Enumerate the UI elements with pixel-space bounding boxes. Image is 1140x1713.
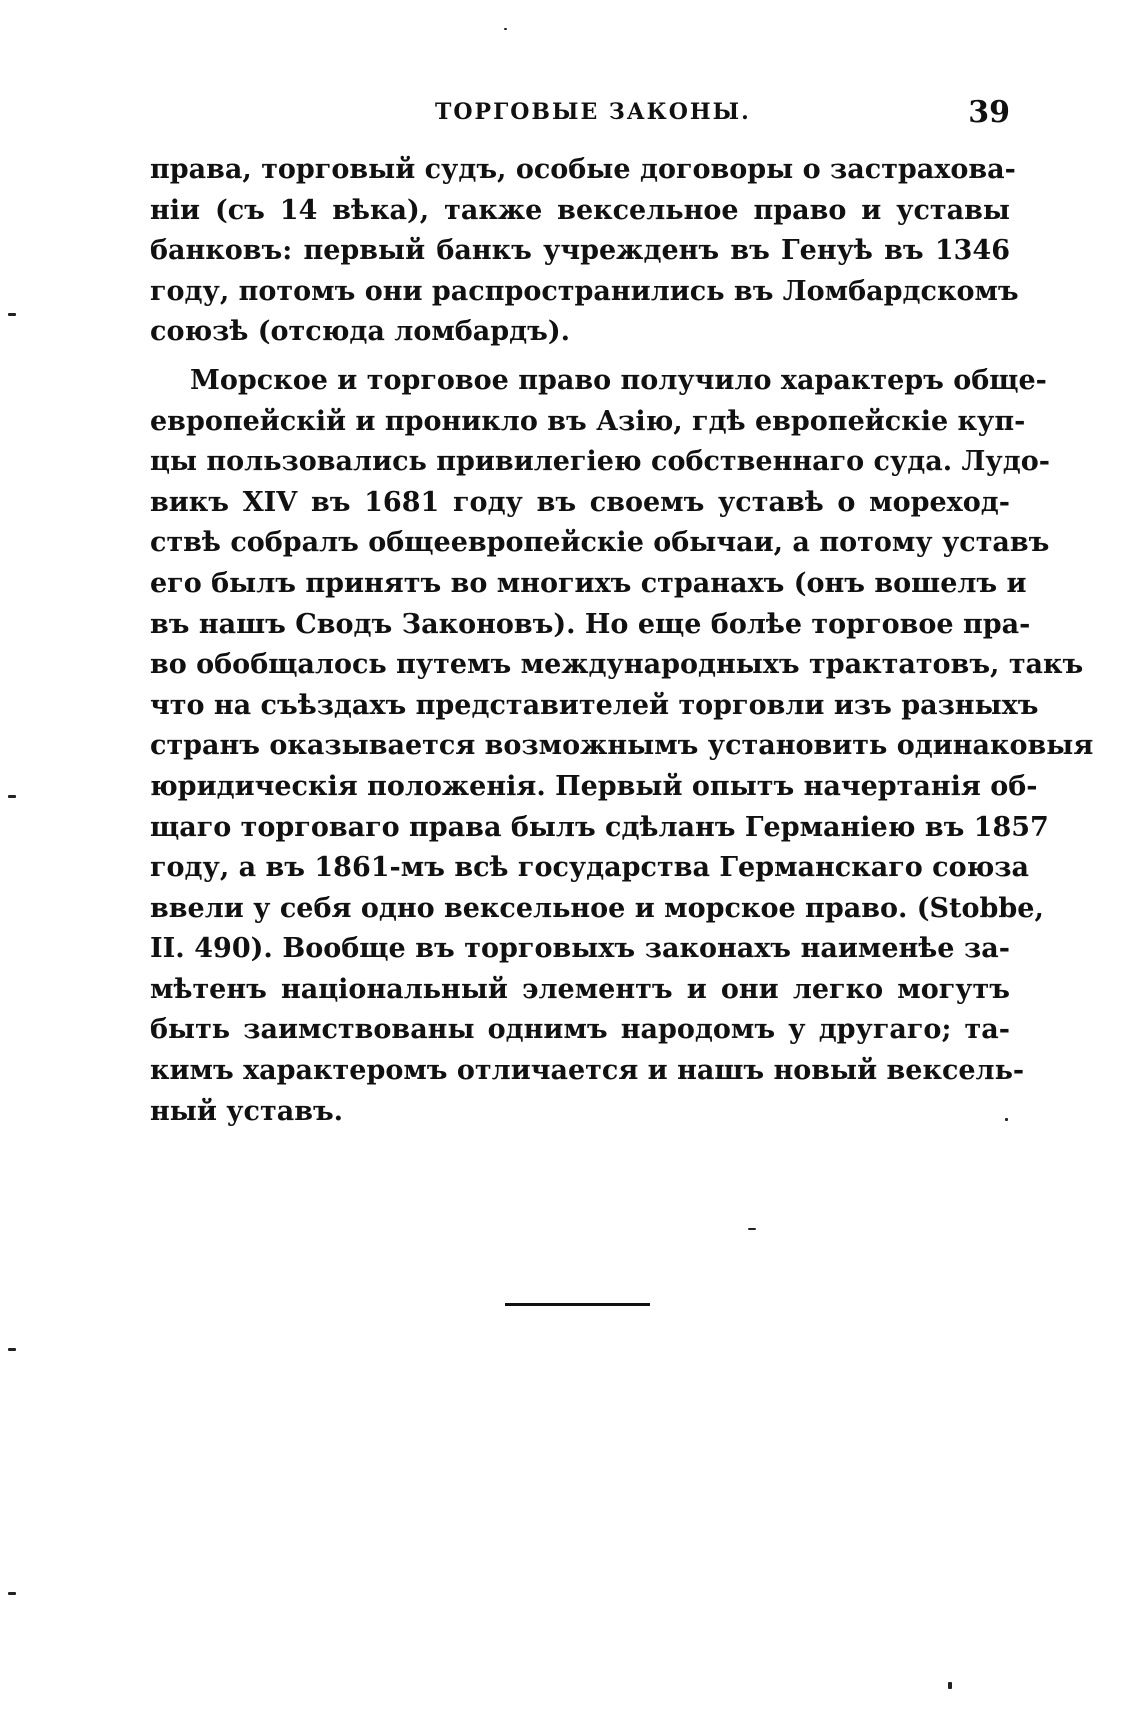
text-line: во обобщалось путемъ международныхъ трактатовъ, такъ	[150, 649, 1084, 681]
paragraph-gap	[150, 353, 1010, 361]
running-title: ТОРГОВЫЕ ЗАКОНЫ.	[435, 99, 751, 125]
scan-speck	[1005, 1118, 1008, 1121]
text-line: что на съѣздахъ представителей торговли изъ разныхъ	[150, 689, 1039, 721]
text-line: странъ оказывается возможнымъ установить одинаковыя	[150, 730, 1094, 762]
text-line: щаго торговаго права былъ сдѣланъ Германiею въ 1857	[150, 811, 1049, 843]
text-line: ствѣ собралъ общеевропейскiе обычаи, а потому уставъ	[150, 527, 1050, 559]
scan-speck	[8, 313, 16, 316]
scan-speck	[8, 1348, 16, 1351]
text-line: году, а въ 1861-мъ всѣ государства Германскаго союза	[150, 852, 1030, 884]
text-line: ный уставъ.	[150, 1095, 344, 1127]
scan-speck	[948, 1682, 952, 1689]
paragraph-2	[150, 361, 1094, 1132]
scan-speck	[504, 28, 507, 30]
text-line: году, потомъ они распространились въ Ломбардскомъ	[150, 275, 1019, 307]
text-line: цы пользовались привилегiею собственнаго суда. Лудо-	[150, 446, 1050, 478]
text-line: кимъ характеромъ отличается и нашъ новый вексель-	[150, 1055, 1025, 1087]
section-end-rule	[505, 1303, 650, 1306]
text-line: быть заимствованы однимъ народомъ у другаго; та-	[150, 1014, 1010, 1046]
text-line: II. 490). Вообще въ торговыхъ законахъ наименѣе за-	[150, 933, 1010, 965]
body-text	[150, 150, 1094, 1132]
scan-speck	[8, 795, 16, 798]
text-line: мѣтенъ нацiональный элементъ и они легко могутъ	[150, 973, 1010, 1005]
text-line: Морское и торговое право получило характеръ обще-	[190, 364, 1047, 396]
scan-speck	[748, 1228, 756, 1230]
text-line: права, торговый судъ, особые договоры о застрахова-	[150, 154, 1016, 185]
text-line: викъ XIV въ 1681 году въ своемъ уставѣ о мореход-	[150, 486, 1010, 518]
text-line: его былъ принятъ во многихъ странахъ (онъ вошелъ и	[150, 567, 1027, 599]
text-line: ввели у себя одно вексельное и морское право. (Stobbe,	[150, 892, 1044, 924]
text-line: банковъ: первый банкъ учрежденъ въ Генуѣ въ 1346	[150, 235, 1010, 267]
paragraph-1	[150, 150, 1019, 353]
page-number: 39	[968, 95, 1010, 130]
text-line: европейскiй и проникло въ Азiю, гдѣ европейскiе куп-	[150, 405, 1026, 437]
running-header	[150, 95, 1010, 135]
text-line: въ нашъ Сводъ Законовъ). Но еще болѣе торговое пра-	[150, 608, 1031, 640]
text-line: союзѣ (отсюда ломбардъ).	[150, 316, 571, 348]
text-line: нiи (съ 14 вѣка), также вексельное право и уставы	[150, 194, 1010, 226]
scan-speck	[8, 1592, 16, 1595]
text-line: юридическiя положенiя. Первый опытъ начертанiя об-	[150, 770, 1038, 802]
